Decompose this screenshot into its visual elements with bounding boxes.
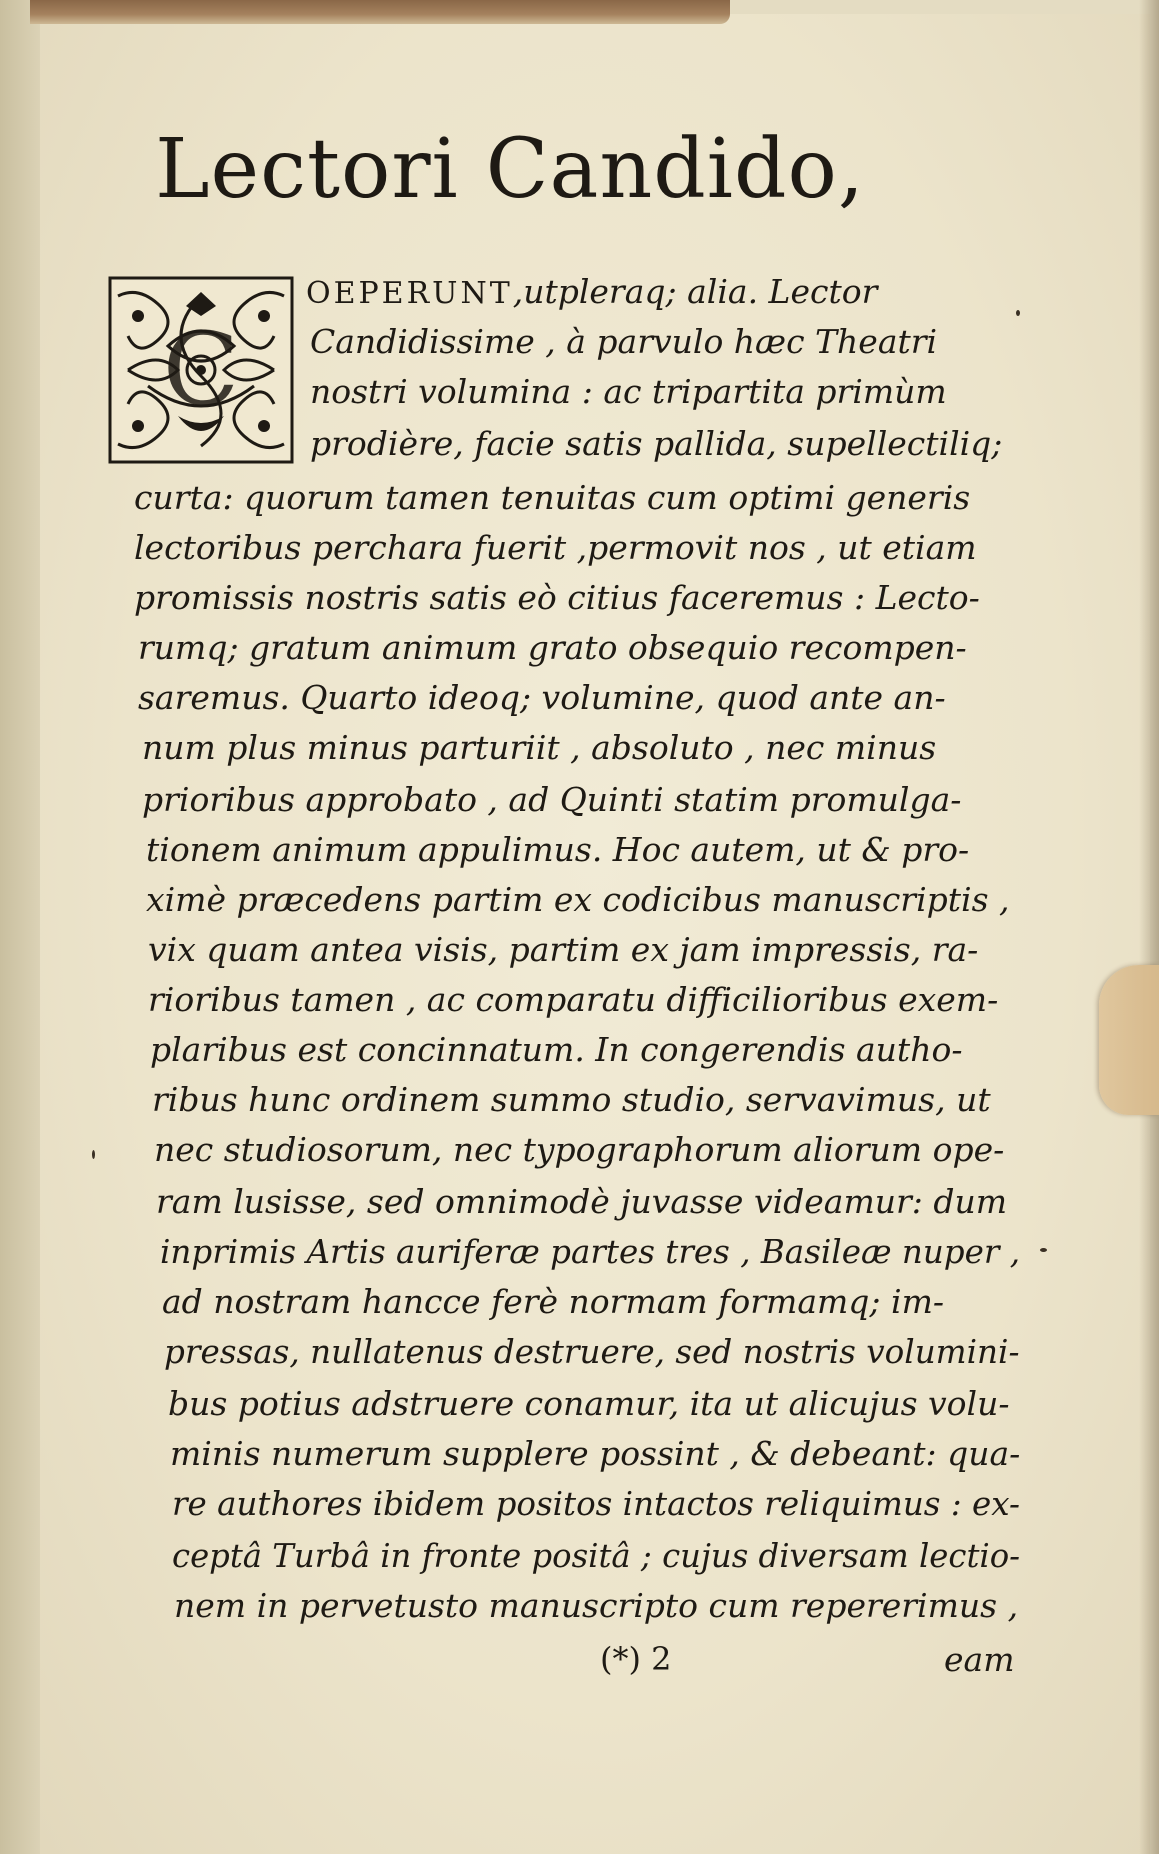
text-line: ximè præcedens partim ex codicibus manuscriptis , [146,880,1010,919]
text-line: ad nostram hancce ferè normam formamq; im- [162,1282,945,1321]
text-line: OEPERUNT,utpleraq; alia. Lector [306,272,878,311]
text-line: nostri volumina : ac tripartita primùm [310,372,947,411]
ink-speck [1016,310,1020,316]
text-line: bus potius adstruere conamur, ita ut alicujus volu- [168,1384,1010,1423]
dropcap-letter: C [162,311,240,428]
text-line: ram lusisse, sed omnimodè juvasse videamur: dum [156,1182,1008,1221]
text-line: num plus minus parturiit , absoluto , nec minus [142,728,937,767]
text-line: rioribus tamen , ac comparatu difficilioribus exem- [148,980,999,1019]
text-line: re authores ibidem positos intactos reliquimus : ex- [172,1484,1021,1523]
text-line: vix quam antea visis, partim ex jam impressis, ra- [148,930,979,969]
text-line: pressas, nullatenus destruere, sed nostris volumini- [164,1332,1020,1371]
text-line: inprimis Artis auriferæ partes tres , Basileæ nuper , [160,1232,1021,1271]
text-line: prodière, facie satis pallida, supellectiliq; [310,424,1003,463]
text-line: nec studiosorum, nec typographorum aliorum ope- [154,1130,1005,1169]
text-line: curta: quorum tamen tenuitas cum optimi generis [134,478,971,517]
text-line: ceptâ Turbâ in fronte positâ ; cujus diversam lectio- [172,1536,1021,1575]
text-line: saremus. Quarto ideoq; volumine, quod ante an- [138,678,946,717]
text-line: lectoribus perchara fuerit ,permovit nos , ut etiam [134,528,977,567]
text-line: tionem animum appulimus. Hoc autem, ut & pro- [146,830,970,869]
text-line: rumq; gratum animum grato obsequio recompen- [138,628,967,667]
ink-speck [1040,1248,1047,1252]
page-tab-marker [1099,965,1159,1115]
binding-edge [30,0,730,24]
ornamental-dropcap [108,276,294,464]
text-line: promissis nostris satis eò citius faceremus : Lecto- [134,578,980,617]
page-edge-shadow [1139,0,1159,1854]
text-line: nem in pervetusto manuscripto cum repererimus , [174,1586,1019,1625]
text-line: plaribus est concinnatum. In congerendis autho- [150,1030,963,1069]
text-line: Candidissime , à parvulo hæc Theatri [310,322,938,361]
text-line: ribus hunc ordinem summo studio, servavimus, ut [152,1080,991,1119]
signature-mark: (*) 2 [600,1640,672,1678]
text-line: prioribus approbato , ad Quinti statim promulga- [142,780,962,819]
catchword: eam [944,1640,1015,1679]
ink-speck [92,1150,95,1159]
page-title: Lectori Candido, [155,122,865,217]
text-line: minis numerum supplere possint , & debeant: qua- [170,1434,1021,1473]
